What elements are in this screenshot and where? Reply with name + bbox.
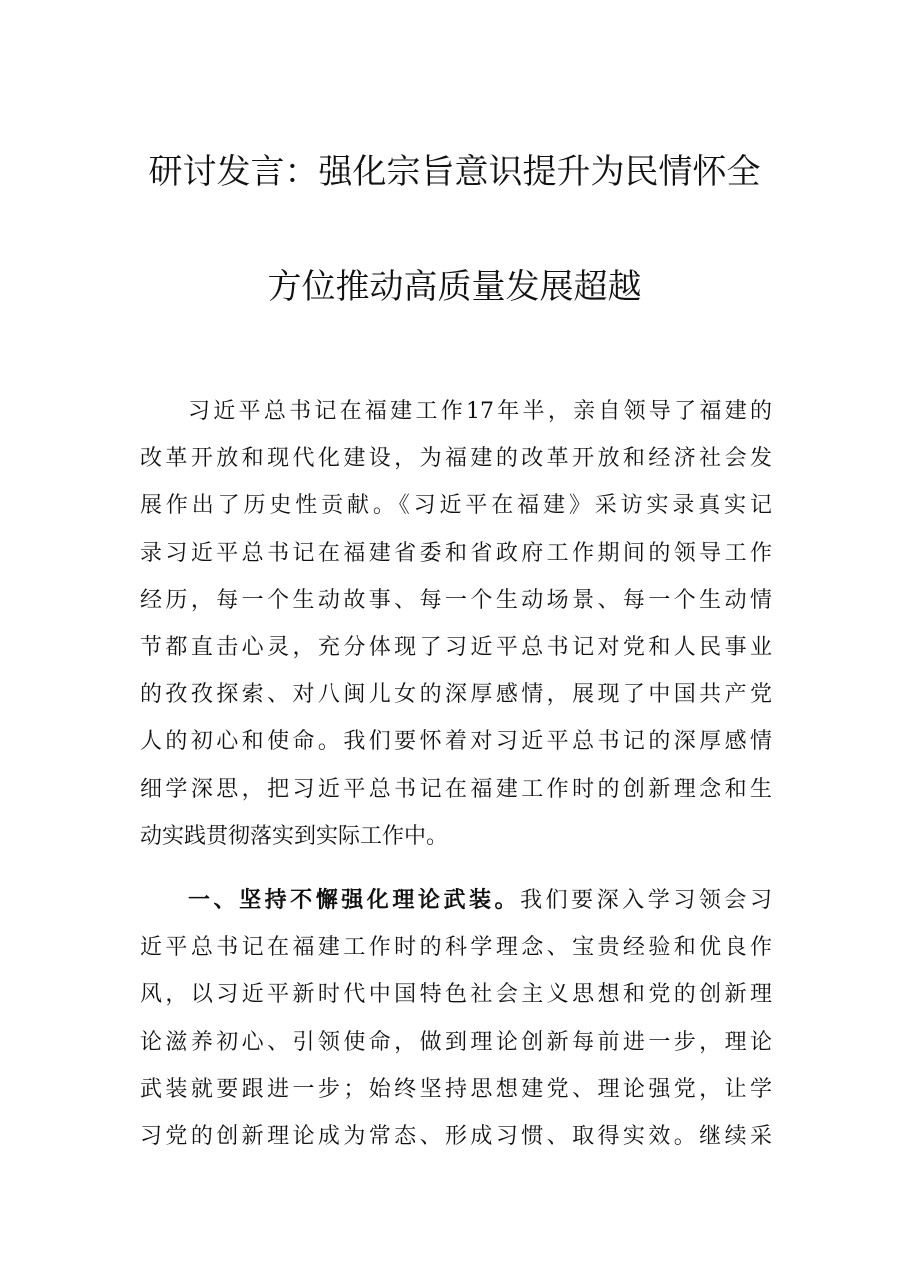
paragraph-line-text: 我们要深入学习领会习 [520, 888, 772, 913]
paragraph-line: 展作出了历史性贡献。《习近平在福建》采访实录真实记 [140, 493, 772, 519]
paragraph-line: 改革开放和现代化建设，为福建的改革开放和经济社会发 [140, 446, 772, 472]
paragraph-section-one [140, 877, 772, 1160]
section-heading: 一、坚持不懈强化理论武装。 [188, 888, 521, 913]
paragraph-line: 风，以习近平新时代中国特色社会主义思想和党的创新理 [140, 982, 772, 1008]
paragraph-line: 经历，每一个生动故事、每一个生动场景、每一个生动情 [140, 587, 772, 613]
paragraph-line: 近平总书记在福建工作时的科学理念、宝贵经验和优良作 [140, 935, 772, 961]
paragraph-line: 的孜孜探索、对八闽儿女的深厚感情，展现了中国共产党 [140, 682, 772, 708]
paragraph-line: 节都直击心灵，充分体现了习近平总书记对党和人民事业 [140, 634, 772, 660]
paragraph-introduction [140, 388, 772, 860]
paragraph-line: 动实践贯彻落实到实际工作中。 [140, 823, 449, 849]
paragraph-line [140, 877, 772, 924]
paragraph-line: 录习近平总书记在福建省委和省政府工作期间的领导工作 [140, 540, 772, 566]
paragraph-line: 武装就要跟进一步；始终坚持思想建党、理论强党，让学 [140, 1076, 772, 1102]
document-title-line-2: 方位推动高质量发展超越 [267, 267, 642, 307]
document-title-line-1: 研讨发言：强化宗旨意识提升为民情怀全 [148, 152, 761, 192]
paragraph-line: 习党的创新理论成为常态、形成习惯、取得实效。继续采 [140, 1123, 772, 1149]
paragraph-line: 细学深思，把习近平总书记在福建工作时的创新理念和生 [140, 776, 772, 802]
paragraph-line: 论滋养初心、引领使命，做到理论创新每前进一步，理论 [140, 1029, 772, 1055]
paragraph-line: 习近平总书记在福建工作17年半，亲自领导了福建的 [188, 399, 772, 424]
paragraph-line: 人的初心和使命。我们要怀着对习近平总书记的深厚感情 [140, 729, 772, 755]
